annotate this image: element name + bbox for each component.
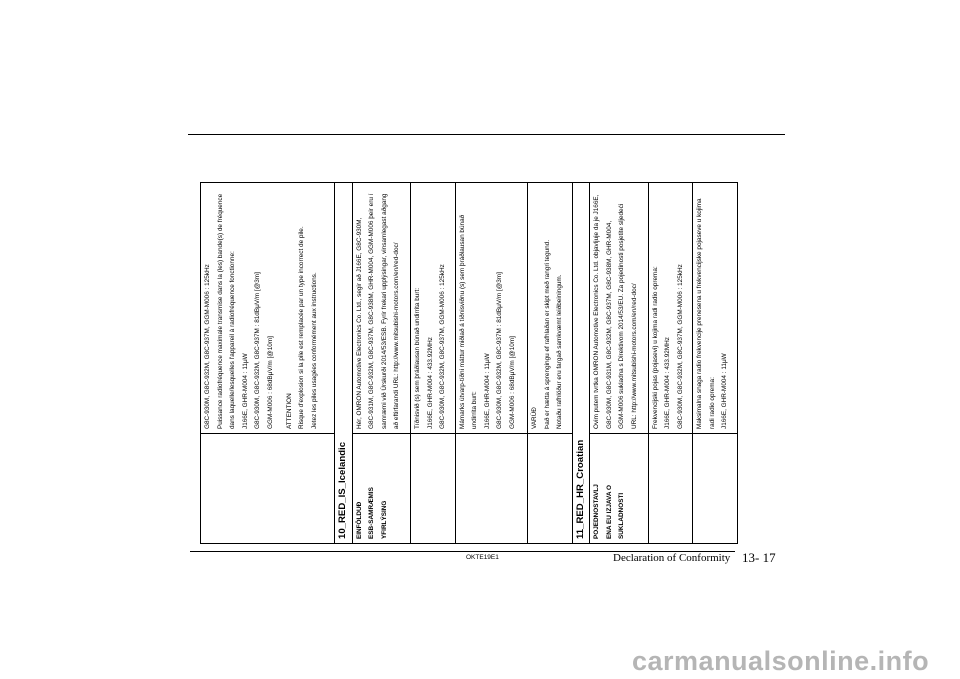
text-line: Frekvencijski pojas (pojasevi) u kojima radi radio oprema: <box>651 266 659 429</box>
text-line: GGM-M006 : 68dBμV/m [@10m] <box>266 336 274 429</box>
text-line: samræmi við Úrskurði 2014/53/ESB. Fyrir frekari upplýsingar, vinsamlegast aðgang <box>380 193 388 429</box>
text-line: Risque d'explosion si la pile est remplacée par un type incorrect de pile. <box>298 226 306 429</box>
content-cell <box>527 183 572 434</box>
page-number: 13- 17 <box>742 550 776 565</box>
text-line: G8C-931M, G8C-932M, G8C-937M, G8C-938M, GHR-M004, GGM-M006 þeir eru í <box>368 193 376 429</box>
label-cell-empty <box>455 434 527 544</box>
text-line: undirrita burt: <box>471 391 479 429</box>
declaration-table-body <box>201 183 738 544</box>
text-line: G8C-930M, G8C-932M, G8C-937M, GGM-M006 : 125kHz <box>204 264 211 429</box>
content-cell <box>455 183 527 434</box>
attention-lines <box>284 187 322 429</box>
top-rule <box>188 134 785 135</box>
label-cell-empty <box>648 434 693 544</box>
document-code: OKTE19E1 <box>466 554 499 561</box>
text-line: G8C-930M, G8C-932M, G8C-937M : 81dBμV/m [@3m] <box>496 272 504 429</box>
text-line: Það er hætta á sprengingu ef rafhlaðan er skipt með rangri tegund. <box>543 240 551 429</box>
text-line: radi radio oprema: <box>708 377 716 429</box>
table-row <box>411 183 456 544</box>
section-label: POJEDNOSTAVLJ ENA EU IZJAVA O SUKLADNOSTI <box>590 434 648 544</box>
text-line: J166E, GHR-M004 : 433.92MHz <box>426 337 434 429</box>
top-lines <box>202 187 278 429</box>
text-line: VARÚÐ <box>530 407 538 429</box>
table-row <box>352 183 410 544</box>
text-line: GGM-M006 sukladna s Direktivom 2014/53/EU. Za pojedinosti posjetite sljedeći <box>618 203 626 429</box>
content-cell <box>648 183 693 434</box>
text-line: Mámarks útvarp-tíðni máttur miðlað á tíðnisviðnu (s) sem þráðlausan búnað <box>458 214 466 429</box>
section-header: 10_RED_IS_Icelandic <box>335 183 353 544</box>
text-line: J166E, GHR-M004 : 11μW <box>241 353 249 429</box>
content-cell <box>590 183 648 434</box>
content-cell <box>411 183 456 434</box>
content-cell <box>693 183 738 434</box>
table-row <box>648 183 693 544</box>
section-header-row <box>335 183 353 544</box>
table-row <box>693 183 738 544</box>
text-line: G8C-930M, G8C-931M, G8C-932M, G8C-937M, G8C-938M, GHR-M004, <box>605 220 613 429</box>
section-label: EINFÖLDUÐ ESB-SAMRÆMIS YFIRLÝSING <box>352 434 410 544</box>
text-line: G8C-930M, G8C-932M, G8C-937M, GGM-M006 : 125kHz <box>676 264 684 429</box>
text-line: URL: http://www.mitsubishi-motors.com/en/red-doc/ <box>630 283 638 429</box>
content-cell-top <box>201 183 335 434</box>
table-row <box>590 183 648 544</box>
text-line: J166E, GHR-M004 : 11μW <box>721 353 729 429</box>
declaration-table-rotated <box>200 182 738 544</box>
footer-title: Declaration of Conformity <box>613 552 731 564</box>
text-line: G8C-930M, G8C-932M, G8C-937M, GGM-M006 : 125kHz <box>439 264 447 429</box>
table-row-top <box>201 183 335 544</box>
text-line: Tíðnisvið (s) sem þráðlausan búnað undirrita burt: <box>414 287 421 429</box>
text-line: Jetez les piles usagées conformément aux instructions. <box>310 272 318 429</box>
text-line: Hér, OMRON Automotive Electronics Co. Ltd., segir að J166E, G8C-930M, <box>355 217 363 429</box>
section-header: 11_RED_HR_Croatian <box>572 183 590 544</box>
text-line: G8C-930M, G8C-932M, G8C-937M : 81dBμV/m [@3m] <box>254 272 262 429</box>
watermark-text: carmanualsonline.info <box>632 646 930 676</box>
text-line: GGM-M006 : 68dBμV/m [@10m] <box>509 336 517 429</box>
label-cell-empty <box>693 434 738 544</box>
text-line: J166E, GHR-M004 : 433.92MHz <box>664 337 672 429</box>
text-line: Ovim putem tvrtka OMRON Automotive Electronics Co. Ltd. objavljuje da je J166E, <box>593 194 601 429</box>
text-line: að eftirfarandi URL: http://www.mitsubishi-motors.com/en/red-doc/ <box>393 242 401 429</box>
text-line: Maksimalna snaga radio frekvencije prenesena u frekvencijske pojaseve u kojima <box>696 198 704 429</box>
table-row <box>527 183 572 544</box>
text-line: dans laquelle/lesquelles l'appareil à radiofréquence fonctionne: <box>229 251 237 429</box>
label-cell-empty <box>411 434 456 544</box>
text-line: ATTENTION <box>285 393 293 429</box>
label-cell-empty <box>527 434 572 544</box>
label-cell-empty <box>201 434 335 544</box>
text-line: Puissance radiofréquence maximale transmise dans la (les) bande(s) de fréquence <box>216 193 224 429</box>
content-cell <box>352 183 410 434</box>
section-header-row <box>572 183 590 544</box>
table-row <box>455 183 527 544</box>
declaration-table <box>200 182 738 544</box>
text-line: Notaðu rafhlöður eru fargað samkvæmt leiðbeiningum. <box>556 274 564 429</box>
text-line: J166E, GHR-M004 : 11μW <box>483 353 491 429</box>
